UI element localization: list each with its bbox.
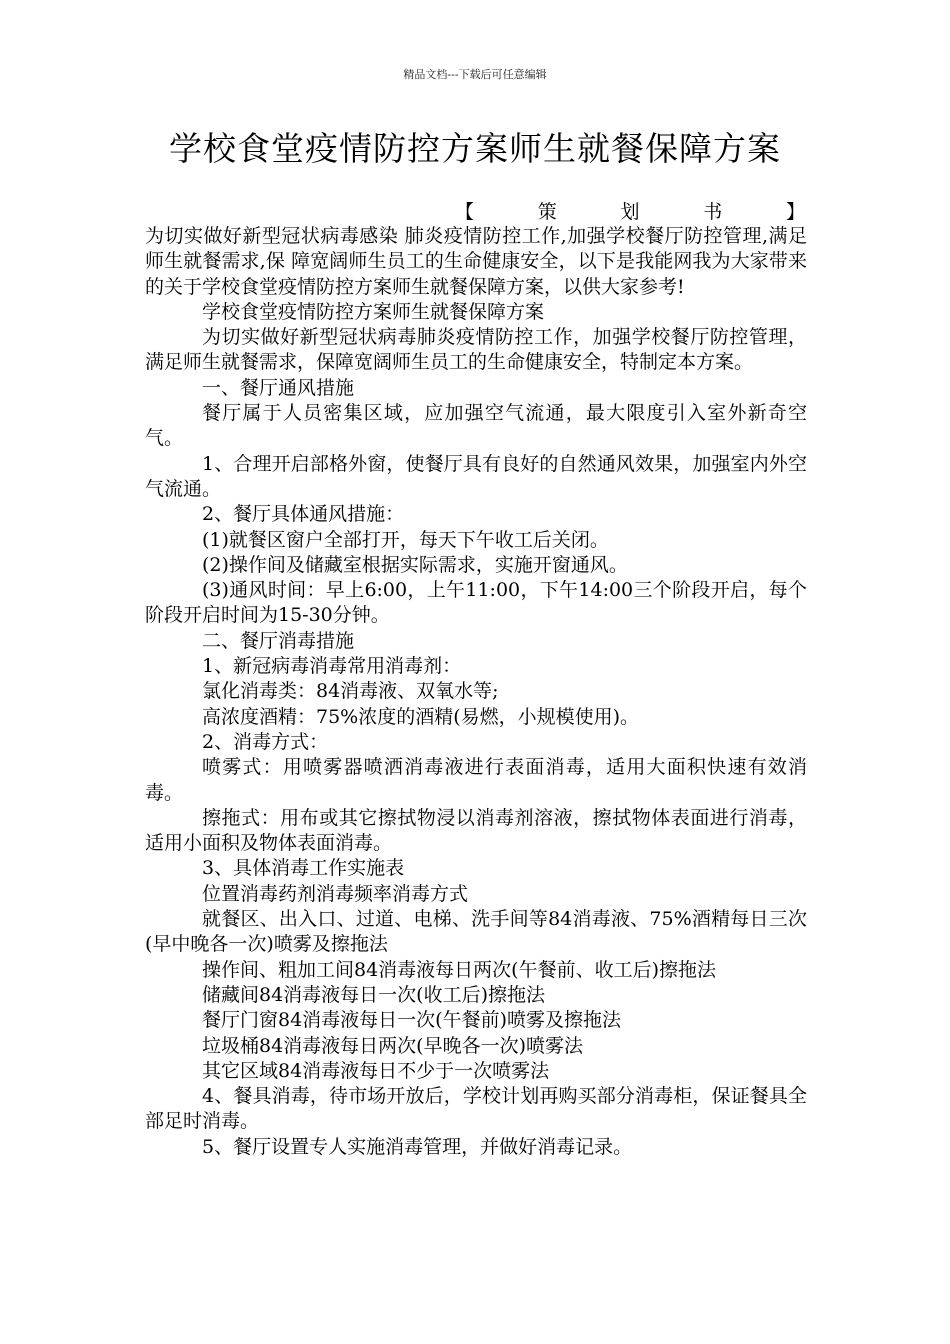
paragraph: 垃圾桶84消毒液每日两次(早晚各一次)喷雾法 (202, 1034, 584, 1057)
paragraph: 其它区域84消毒液每日不少于一次喷雾法 (202, 1059, 550, 1082)
paragraph: 5、餐厅设置专人实施消毒管理，并做好消毒记录。 (202, 1135, 633, 1158)
document-title: 学校食堂疫情防控方案师生就餐保障方案 (169, 129, 781, 168)
paragraph: 位置消毒药剂消毒频率消毒方式 (202, 882, 469, 905)
paragraph: 餐厅属于人员密集区域，应加强空气流通，最大限度引入室外新奇空气。 (145, 402, 807, 450)
page-header: 精品文档---下载后可任意编辑 (403, 68, 547, 81)
paragraph: 储藏间84消毒液每日一次(收工后)擦拖法 (202, 983, 546, 1006)
subtitle-open-bracket: 【 (455, 201, 475, 223)
paragraph: 二、餐厅消毒措施 (202, 629, 355, 652)
paragraph: 就餐区、出入口、过道、电梯、洗手间等84消毒液、75%酒精每日三次(早中晚各一次)喷雾及擦拖法 (145, 908, 807, 956)
paragraph: 一、餐厅通风措施 (202, 376, 355, 399)
paragraph: 3、具体消毒工作实施表 (202, 857, 405, 880)
paragraph: 1、新冠病毒消毒常用消毒剂： (202, 655, 462, 678)
paragraph: 1、合理开启部格外窗，使餐厅具有良好的自然通风效果，加强室内外空气流通。 (145, 452, 807, 500)
paragraph: 氯化消毒类：84消毒液、双氧水等; (202, 680, 499, 703)
paragraph: (3)通风时间：早上6:00，上午11:00，下午14:00三个阶段开启，每个阶段开启时间为15-30分钟。 (145, 579, 807, 627)
paragraph: 喷雾式：用喷雾器喷洒消毒液进行表面消毒，适用大面积快速有效消毒。 (145, 756, 807, 804)
paragraph: (2)操作间及储藏室根据实际需求，实施开窗通风。 (202, 553, 628, 576)
paragraph: 为切实做好新型冠状病毒感染 肺炎疫情防控工作,加强学校餐厅防控管理,满足师生就餐需求,保 障宽阔师生员工的生命健康安全，以下是我能网我为大家带来的关于学校食堂疫情防控方案师生就餐保障方案，以供大家参考! (145, 225, 807, 298)
paragraph: 为切实做好新型冠状病毒肺炎疫情防控工作，加强学校餐厅防控管理，满足师生就餐需求，保障宽阔师生员工的生命健康安全，特制定本方案。 (145, 326, 807, 374)
paragraph: (1)就餐区窗户全部打开，每天下午收工后关闭。 (202, 528, 609, 551)
subtitle-char-1: 策 (537, 201, 557, 223)
subtitle-close-bracket: 】 (785, 201, 805, 223)
paragraph: 学校食堂疫情防控方案师生就餐保障方案 (202, 300, 545, 323)
subtitle-char-2: 划 (620, 201, 640, 223)
document-body (145, 224, 807, 1160)
paragraph: 操作间、粗加工间84消毒液每日两次(午餐前、收工后)擦拖法 (202, 958, 717, 981)
subtitle-char-3: 书 (703, 201, 723, 223)
paragraph: 4、餐具消毒，待市场开放后，学校计划再购买部分消毒柜，保证餐具全部足时消毒。 (145, 1085, 807, 1133)
paragraph: 擦拖式：用布或其它擦拭物浸以消毒剂溶液，擦拭物体表面进行消毒，适用小面积及物体表面消毒。 (145, 806, 807, 855)
paragraph: 高浓度酒精：75%浓度的酒精(易燃，小规模使用)。 (202, 705, 640, 728)
paragraph: 2、餐厅具体通风措施： (202, 503, 405, 526)
paragraph: 餐厅门窗84消毒液每日一次(午餐前)喷雾及擦拖法 (202, 1009, 622, 1032)
paragraph: 2、消毒方式： (202, 730, 329, 753)
subtitle-planning-book (455, 200, 805, 225)
